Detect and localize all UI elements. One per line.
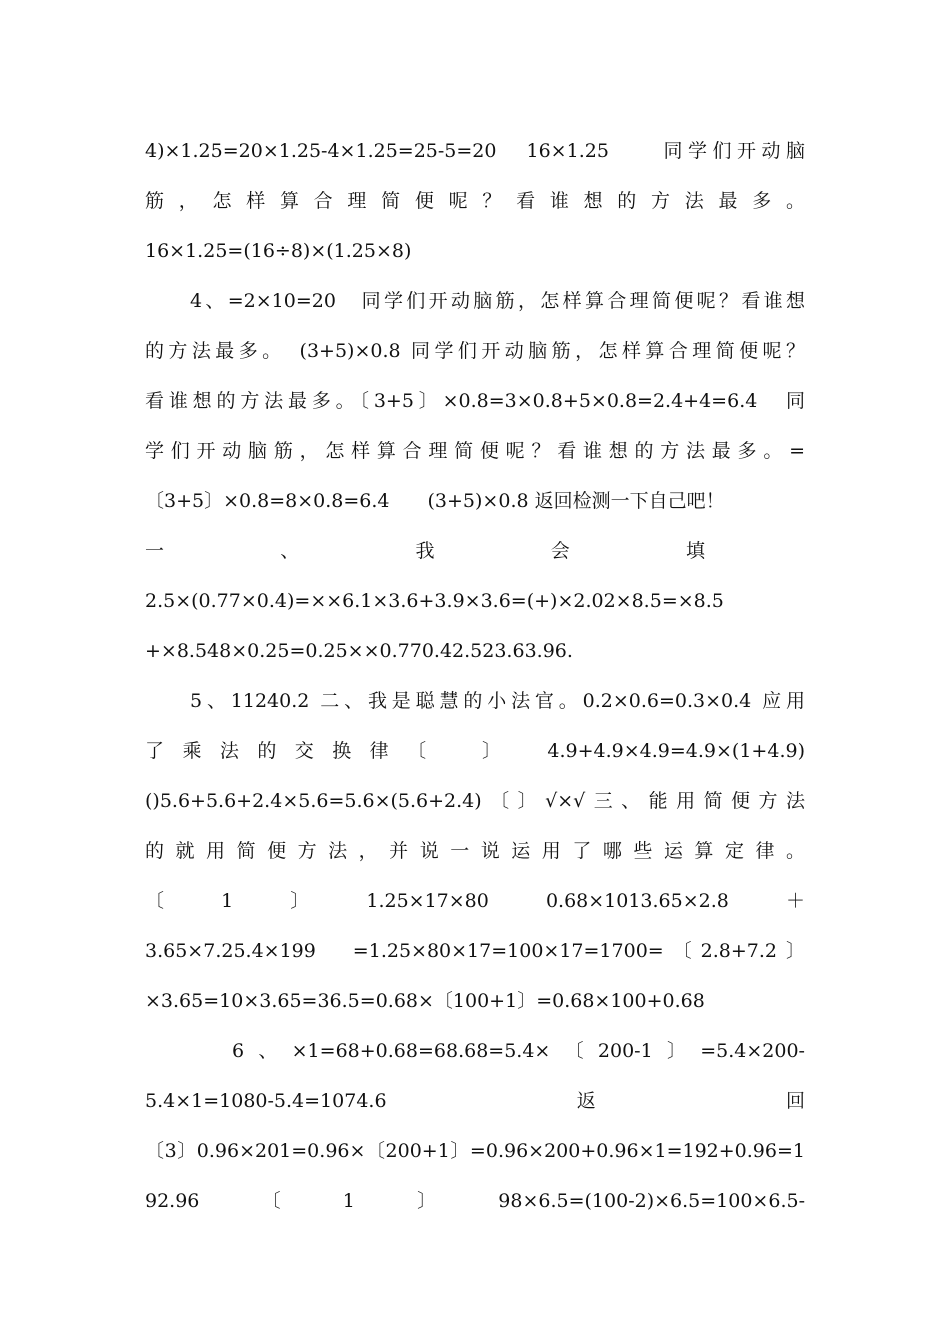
bracket-close: 〕 xyxy=(666,1040,686,1062)
text-line-1: 4)×1.25=20×1.25-4×1.25=25-5=20 16×1.25 同学们开动脑 xyxy=(145,140,805,162)
bracket-open: 〔 xyxy=(261,1190,281,1212)
bracket-close: 〕 xyxy=(417,1190,437,1212)
text-line-6: 看谁想的方法最多。〔3+5〕×0.8=3×0.8+5×0.8=2.4+4=6.4 同 xyxy=(145,390,805,412)
expression: 0.68×1013.65×2.8 xyxy=(545,890,729,912)
text-line-14: ()5.6+5.6+2.4×5.6=5.6×(5.6+2.4)〔〕√×√三、能用简便方法 xyxy=(145,790,805,812)
text-line-4: 4、=2×10=20 同学们开动脑筋，怎样算合理简便呢？看谁想 xyxy=(190,290,805,312)
heading-char: 一 xyxy=(145,540,165,562)
heading-char: 填 xyxy=(685,540,705,562)
expression: 200-1 xyxy=(597,1040,653,1062)
heading-char: 会 xyxy=(550,540,570,562)
expression: ×1=68+0.68=68.68=5.4× xyxy=(291,1040,551,1062)
expression: 98×6.5=(100-2)×6.5=100×6.5- xyxy=(498,1190,805,1212)
expression: 92.96 xyxy=(145,1190,200,1212)
bracket-open: 〔 xyxy=(564,1040,584,1062)
return-char: 返 xyxy=(576,1090,596,1112)
plus-sign: ＋ xyxy=(785,890,805,912)
text-line-12: 5、11240.2 二、我是聪慧的小法官。0.2×0.6=0.3×0.4 应用 xyxy=(190,690,805,712)
text-line-2: 筋，怎样算合理简便呢？看谁想的方法最多。 xyxy=(145,190,805,212)
text-line-20 xyxy=(145,1086,805,1116)
bracket-close: 〕 xyxy=(290,890,310,912)
text-line-22 xyxy=(145,1186,805,1216)
text-line-15: 的就用简便方法，并说一说运用了哪些运算定律。 xyxy=(145,840,805,862)
text-line-21: 〔3〕0.96×201=0.96×〔200+1〕=0.96×200+0.96×1=192+0.96=1 xyxy=(145,1140,805,1162)
item-number: 1 xyxy=(221,890,234,912)
expression: 5.4×1=1080-5.4=1074.6 xyxy=(145,1090,387,1112)
expression: 1.25×17×80 xyxy=(366,890,489,912)
section-heading-fill xyxy=(145,536,705,566)
item-number: 6 xyxy=(232,1040,245,1062)
text-line-10: 2.5×(0.77×0.4)=××6.1×3.6+3.9×3.6=(+)×2.02×8.5=×8.5 xyxy=(145,590,724,612)
bracket-open: 〔 xyxy=(145,890,165,912)
text-line-3: 16×1.25=(16÷8)×(1.25×8) xyxy=(145,240,412,262)
text-line-17: 3.65×7.25.4×199 =1.25×80×17=100×17=1700=〔2.8+7.2〕 xyxy=(145,940,805,962)
heading-char: 我 xyxy=(415,540,435,562)
text-line-5: 的方法最多。 (3+5)×0.8 同学们开动脑筋，怎样算合理简便呢？ xyxy=(145,340,805,362)
text-line-7: 学们开动脑筋，怎样算合理简便呢？看谁想的方法最多。= xyxy=(145,440,805,462)
text-line-19 xyxy=(232,1036,805,1066)
text-line-11: +×8.548×0.25=0.25××0.770.42.523.63.96. xyxy=(145,640,573,662)
item-number: 1 xyxy=(342,1190,355,1212)
text-line-16 xyxy=(145,886,805,916)
expression: =5.4×200- xyxy=(700,1040,805,1062)
text-line-18: ×3.65=10×3.65=36.5=0.68×〔100+1〕=0.68×100+0.68 xyxy=(145,990,705,1012)
text-line-13: 了乘法的交换律〔 〕 4.9+4.9×4.9=4.9×(1+4.9) xyxy=(145,740,805,762)
heading-char: 、 xyxy=(280,540,300,562)
text-line-8: 〔3+5〕×0.8=8×0.8=6.4 (3+5)×0.8 返回检测一下自己吧！ xyxy=(145,490,725,512)
return-char: 回 xyxy=(785,1090,805,1112)
separator: 、 xyxy=(258,1040,278,1062)
